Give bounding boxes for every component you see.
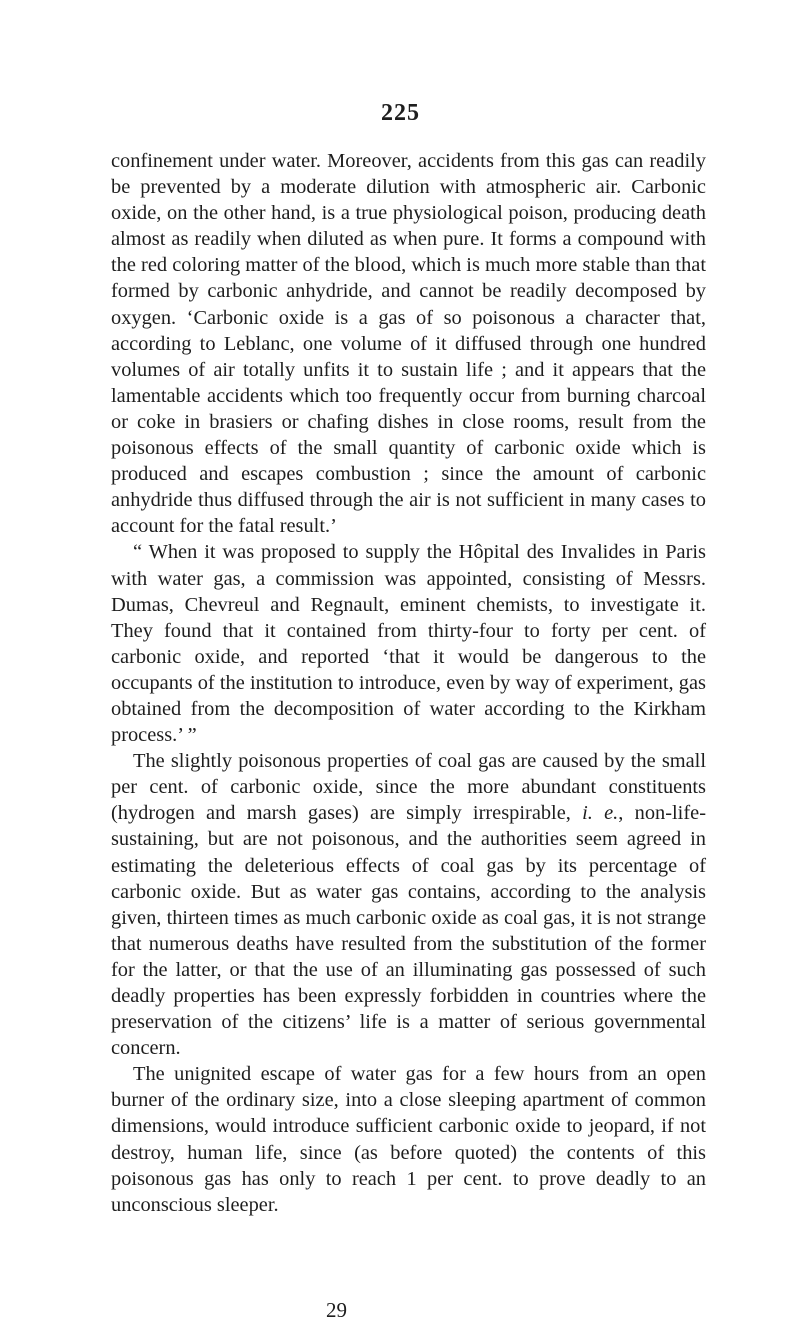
italic-ie: i. e. (582, 802, 619, 825)
paragraph-coal-gas-part1: The slightly poisonous properties of coal gas are caused by the small per cent. of carbonic oxide, since the more abundant constituents (hydrogen and marsh gases) are simply irrespirable, (111, 750, 706, 825)
paragraph-hopital-invalides: “ When it was proposed to supply the Hôpital des Invalides in Paris with water gas, a commission was appointed, consisting of Messrs. Dumas, Chevreul and Regnault, eminent chemists, to investigate it. They found that it contained from thirty-four to forty per cent. of carbonic oxide, and reported ‘that it would be dangerous to the occupants of the institution to introduce, even by way of experiment, gas obtained from the decomposition of water according to the Kirkham process.’ ” (111, 541, 706, 747)
paragraph-coal-gas-part2: , non-life-sustaining, but are not poisonous, and the authorities seem agreed in estimating the deleterious effects of coal gas by its percentage of carbonic oxide. But as water gas contains, according to the analysis given, thirteen times as much carbonic oxide as coal gas, it is not strange that numerous deaths have resulted from the substitution of the former for the latter, or that the use of an illuminating gas possessed of such deadly properties has been expressly forbidden in countries where the preservation of the citizens’ life is a matter of serious governmental concern. (111, 802, 706, 1060)
paragraph-carbonic-oxide: confinement under water. Moreover, accidents from this gas can readily be prevented by a moderate dilution with atmospheric air. Carbonic oxide, on the other hand, is a true physiological poison, producing death almost as readily when diluted as when pure. It forms a compound with the red coloring matter of the blood, which is much more stable than that formed by carbonic anhydride, and cannot be readily decomposed by oxygen. ‘Carbonic oxide is a gas of so poisonous a character that, according to Leblanc, one volume of it diffused through one hundred volumes of air totally unfits it to sustain life ; and it appears that the lamentable accidents which too frequently occur from burning charcoal or coke in brasiers or chafing dishes in close rooms, result from the poisonous effects of the small quantity of carbonic oxide which is produced and escapes combustion ; since the amount of carbonic anhydride thus diffused through the air is not sufficient in many cases to account for the fatal result.’ (111, 150, 706, 538)
page-number: 225 (381, 100, 420, 126)
signature-mark: 29 (326, 1298, 347, 1322)
paragraph-coal-gas (111, 748, 706, 1061)
body-text (111, 148, 706, 1218)
paragraph-unignited-escape: The unignited escape of water gas for a few hours from an open burner of the ordinary size, into a close sleeping apartment of common dimensions, would introduce sufficient carbonic oxide to jeopard, if not destroy, human life, since (as before quoted) the contents of this poisonous gas has only to reach 1 per cent. to prove deadly to an unconscious sleeper. (111, 1063, 706, 1216)
